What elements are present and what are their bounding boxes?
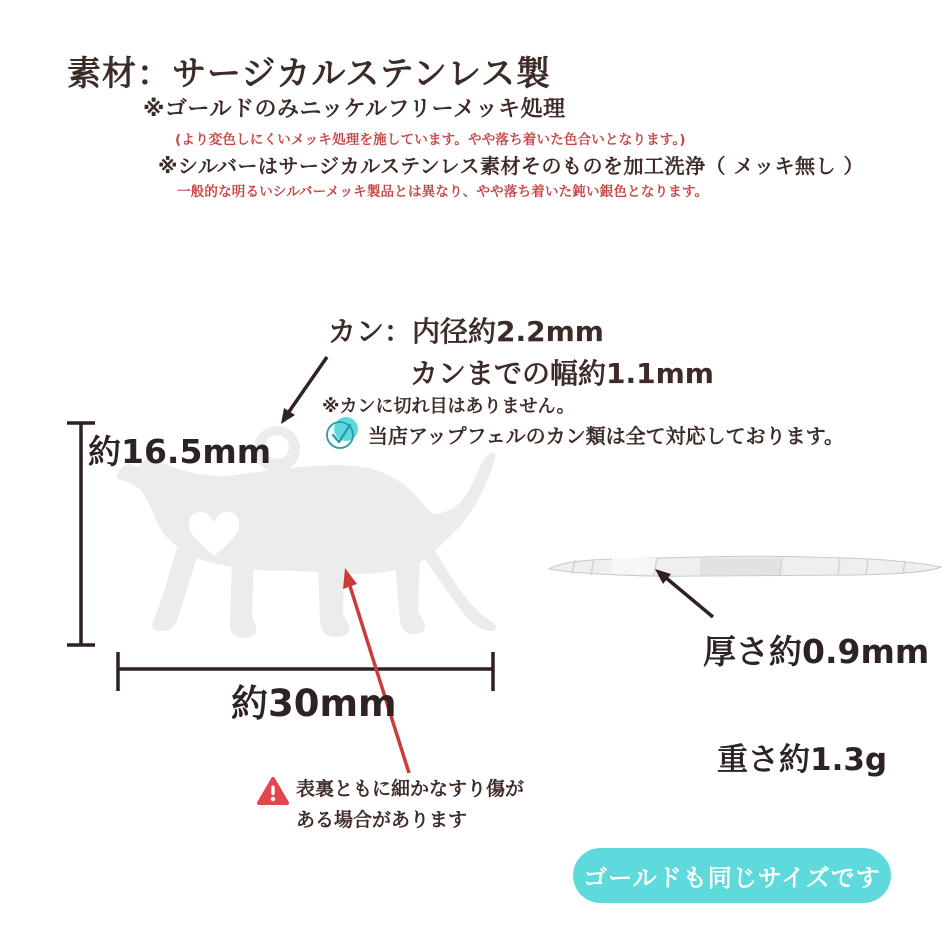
check-icon xyxy=(324,416,360,452)
kan-inner-diameter-label: カン：内径約2.2mm xyxy=(328,315,604,348)
silver-finish-note: ※シルバーはサージカルステンレス素材そのものを加工洗浄（ メッキ無し ） xyxy=(158,154,864,178)
kan-compatibility-note: 当店アップフェルのカン類は全て対応しております。 xyxy=(368,423,844,448)
gold-plating-note: ※ゴールドのみニッケルフリーメッキ処理 xyxy=(143,97,566,122)
scratch-warning xyxy=(256,774,524,836)
kan-pointer-arrow xyxy=(281,357,327,424)
material-title: 素材：サージカルステンレス製 xyxy=(67,54,552,94)
charm-side-view xyxy=(549,556,941,576)
cat-front-leg xyxy=(230,558,256,638)
warning-line-1: 表裏ともに細かなすり傷が xyxy=(296,778,525,800)
gold-same-size-badge xyxy=(573,848,891,903)
warning-triangle-icon xyxy=(256,776,290,807)
kan-width-label: カンまでの幅約1.1mm xyxy=(410,357,714,390)
height-dimension-label: 約16.5mm xyxy=(88,432,272,471)
warning-line-2: ある場合があります xyxy=(296,809,468,831)
gold-same-size-label: ゴールドも同じサイズです xyxy=(583,864,881,892)
weight-label: 重さ約1.3g xyxy=(717,742,888,778)
width-dimension-label: 約30mm xyxy=(231,682,397,725)
cat-front-leg-extended xyxy=(152,548,200,631)
thickness-dimension-label: 厚さ約0.9mm xyxy=(703,632,930,671)
kan-no-slit-note: ※カンに切れ目はありません。 xyxy=(322,396,575,417)
kan-compatibility-row xyxy=(324,416,844,452)
cat-hind-leg-2 xyxy=(394,554,425,634)
cat-rear-leg-stretched xyxy=(424,543,496,631)
gold-plating-detail: (より変色しにくいメッキ処理を施しています。やや落ち着いた色合いとなります。) xyxy=(175,132,686,148)
silver-finish-detail: 一般的な明るいシルバーメッキ製品とは異なり、やや落ち着いた鈍い銀色となります。 xyxy=(177,184,709,200)
